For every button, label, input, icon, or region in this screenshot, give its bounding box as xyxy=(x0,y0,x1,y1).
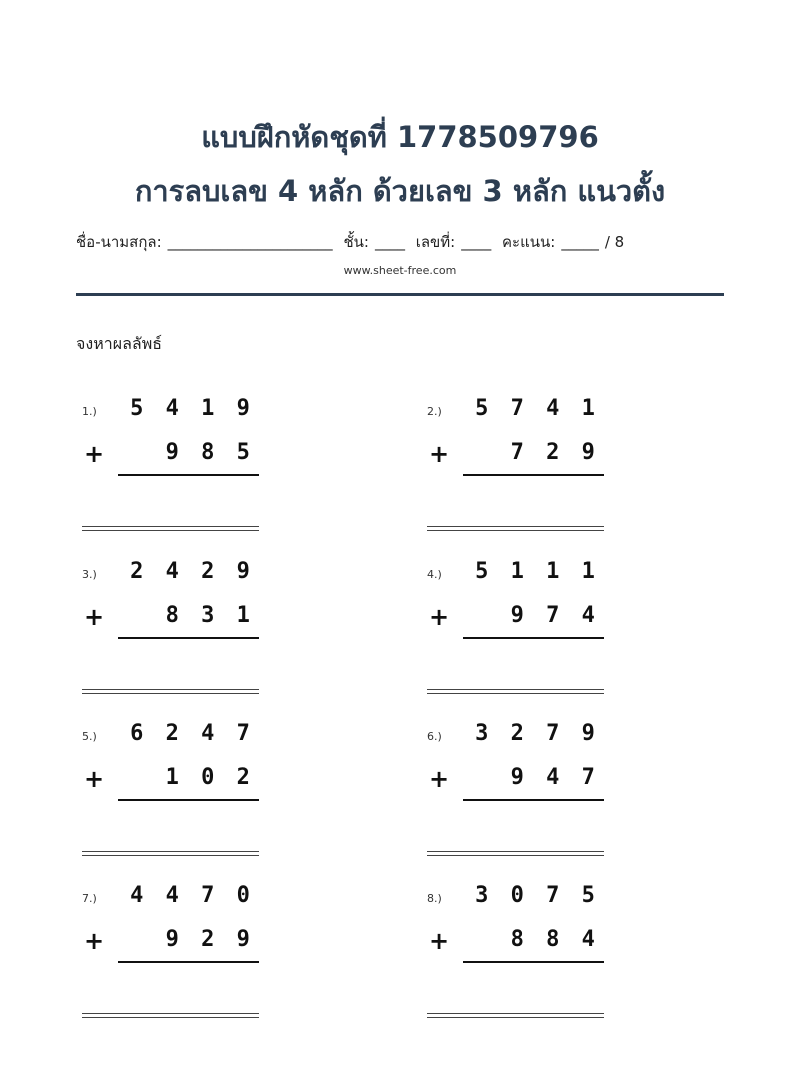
digit: 9 xyxy=(510,603,524,628)
subtrahend-digits xyxy=(119,440,261,465)
digit: 3 xyxy=(475,883,489,908)
problem-6 xyxy=(427,721,617,867)
minuend-digits xyxy=(464,721,606,746)
minuend-digits xyxy=(119,559,261,584)
digit: 8 xyxy=(165,603,179,628)
digit: 4 xyxy=(165,883,179,908)
digit: 7 xyxy=(546,883,560,908)
minuend-digits xyxy=(119,396,261,421)
digit: 4 xyxy=(201,721,215,746)
digit: 2 xyxy=(201,927,215,952)
header-divider xyxy=(76,293,724,296)
digit: 5 xyxy=(581,883,595,908)
digit: 8 xyxy=(201,440,215,465)
subtrahend-digits xyxy=(119,603,261,628)
subtrahend-digits xyxy=(464,603,606,628)
digit: 4 xyxy=(165,396,179,421)
sum-underline xyxy=(118,474,259,476)
digit: 2 xyxy=(546,440,560,465)
digit: 1 xyxy=(201,396,215,421)
digit: 1 xyxy=(236,603,250,628)
digit: 0 xyxy=(510,883,524,908)
digit xyxy=(464,765,500,790)
digit: 9 xyxy=(581,440,595,465)
digit: 0 xyxy=(201,765,215,790)
minuend-digits xyxy=(119,883,261,908)
problem-4 xyxy=(427,559,617,705)
digit: 1 xyxy=(546,559,560,584)
digit: 4 xyxy=(546,765,560,790)
class-label: ชั้น: xyxy=(343,233,369,251)
subtrahend-digits xyxy=(464,765,606,790)
digit: 2 xyxy=(165,721,179,746)
digit xyxy=(119,603,155,628)
digit: 2 xyxy=(130,559,144,584)
problem-number: 7.) xyxy=(82,892,97,905)
operator-sign: + xyxy=(84,603,105,631)
problem-number: 3.) xyxy=(82,568,97,581)
digit: 1 xyxy=(165,765,179,790)
problem-8 xyxy=(427,883,617,1029)
subtrahend-digits xyxy=(464,927,606,952)
digit: 4 xyxy=(581,603,595,628)
digit: 0 xyxy=(236,883,250,908)
digit: 5 xyxy=(236,440,250,465)
digit: 9 xyxy=(236,559,250,584)
digit xyxy=(464,927,500,952)
sum-underline xyxy=(463,637,604,639)
problem-2 xyxy=(427,396,617,542)
answer-line[interactable] xyxy=(82,526,259,531)
answer-line[interactable] xyxy=(427,851,604,856)
number-label: เลขที่: xyxy=(415,233,456,251)
problem-number: 6.) xyxy=(427,730,442,743)
score-label: คะแนน: xyxy=(502,233,556,251)
digit: 2 xyxy=(201,559,215,584)
sum-underline xyxy=(463,961,604,963)
digit: 3 xyxy=(201,603,215,628)
subtrahend-digits xyxy=(464,440,606,465)
student-info-line xyxy=(76,230,726,254)
answer-line[interactable] xyxy=(427,689,604,694)
digit: 3 xyxy=(475,721,489,746)
digit: 4 xyxy=(130,883,144,908)
minuend-digits xyxy=(464,559,606,584)
digit xyxy=(119,440,155,465)
subtrahend-digits xyxy=(119,927,261,952)
operator-sign: + xyxy=(429,440,450,468)
operator-sign: + xyxy=(84,765,105,793)
digit: 4 xyxy=(581,927,595,952)
subtrahend-digits xyxy=(119,765,261,790)
digit xyxy=(464,603,500,628)
score-total: / 8 xyxy=(604,233,625,251)
digit: 7 xyxy=(236,721,250,746)
sum-underline xyxy=(463,799,604,801)
operator-sign: + xyxy=(429,603,450,631)
minuend-digits xyxy=(464,396,606,421)
digit xyxy=(119,927,155,952)
class-blank: ____ xyxy=(374,233,405,251)
operator-sign: + xyxy=(84,440,105,468)
name-label: ชื่อ-นามสกุล: xyxy=(76,233,162,251)
digit xyxy=(464,440,500,465)
answer-line[interactable] xyxy=(82,689,259,694)
problem-1 xyxy=(82,396,272,542)
problem-7 xyxy=(82,883,272,1029)
sum-underline xyxy=(118,637,259,639)
digit: 1 xyxy=(510,559,524,584)
sum-underline xyxy=(118,961,259,963)
instruction-text: จงหาผลลัพธ์ xyxy=(76,334,163,353)
operator-sign: + xyxy=(84,927,105,955)
name-blank: ______________________ xyxy=(167,233,333,251)
digit: 2 xyxy=(510,721,524,746)
digit: 9 xyxy=(165,927,179,952)
digit: 9 xyxy=(236,396,250,421)
answer-line[interactable] xyxy=(427,526,604,531)
operator-sign: + xyxy=(429,927,450,955)
digit: 4 xyxy=(165,559,179,584)
digit: 1 xyxy=(581,559,595,584)
digit: 6 xyxy=(130,721,144,746)
website-url: www.sheet-free.com xyxy=(343,264,457,277)
digit: 7 xyxy=(201,883,215,908)
problem-5 xyxy=(82,721,272,867)
digit: 7 xyxy=(510,440,524,465)
digit: 7 xyxy=(510,396,524,421)
digit: 5 xyxy=(475,559,489,584)
problem-number: 4.) xyxy=(427,568,442,581)
number-blank: ____ xyxy=(461,233,492,251)
minuend-digits xyxy=(119,721,261,746)
sum-underline xyxy=(463,474,604,476)
answer-line[interactable] xyxy=(82,1013,259,1018)
digit: 7 xyxy=(546,603,560,628)
problem-number: 2.) xyxy=(427,405,442,418)
minuend-digits xyxy=(464,883,606,908)
digit: 9 xyxy=(581,721,595,746)
digit: 5 xyxy=(130,396,144,421)
digit: 4 xyxy=(546,396,560,421)
digit xyxy=(119,765,155,790)
digit: 8 xyxy=(546,927,560,952)
digit: 8 xyxy=(510,927,524,952)
operator-sign: + xyxy=(429,765,450,793)
digit: 7 xyxy=(581,765,595,790)
answer-line[interactable] xyxy=(427,1013,604,1018)
digit: 9 xyxy=(165,440,179,465)
problem-number: 1.) xyxy=(82,405,97,418)
digit: 9 xyxy=(510,765,524,790)
problem-3 xyxy=(82,559,272,705)
worksheet-subtitle: การลบเลข 4 หลัก ด้วยเลข 3 หลัก แนวตั้ง xyxy=(134,174,666,208)
problem-number: 8.) xyxy=(427,892,442,905)
digit: 5 xyxy=(475,396,489,421)
answer-line[interactable] xyxy=(82,851,259,856)
digit: 1 xyxy=(581,396,595,421)
score-blank: _____ xyxy=(561,233,599,251)
problem-number: 5.) xyxy=(82,730,97,743)
sum-underline xyxy=(118,799,259,801)
worksheet-title: แบบฝึกหัดชุดที่ 1778509796 xyxy=(201,120,599,154)
digit: 2 xyxy=(236,765,250,790)
digit: 7 xyxy=(546,721,560,746)
digit: 9 xyxy=(236,927,250,952)
